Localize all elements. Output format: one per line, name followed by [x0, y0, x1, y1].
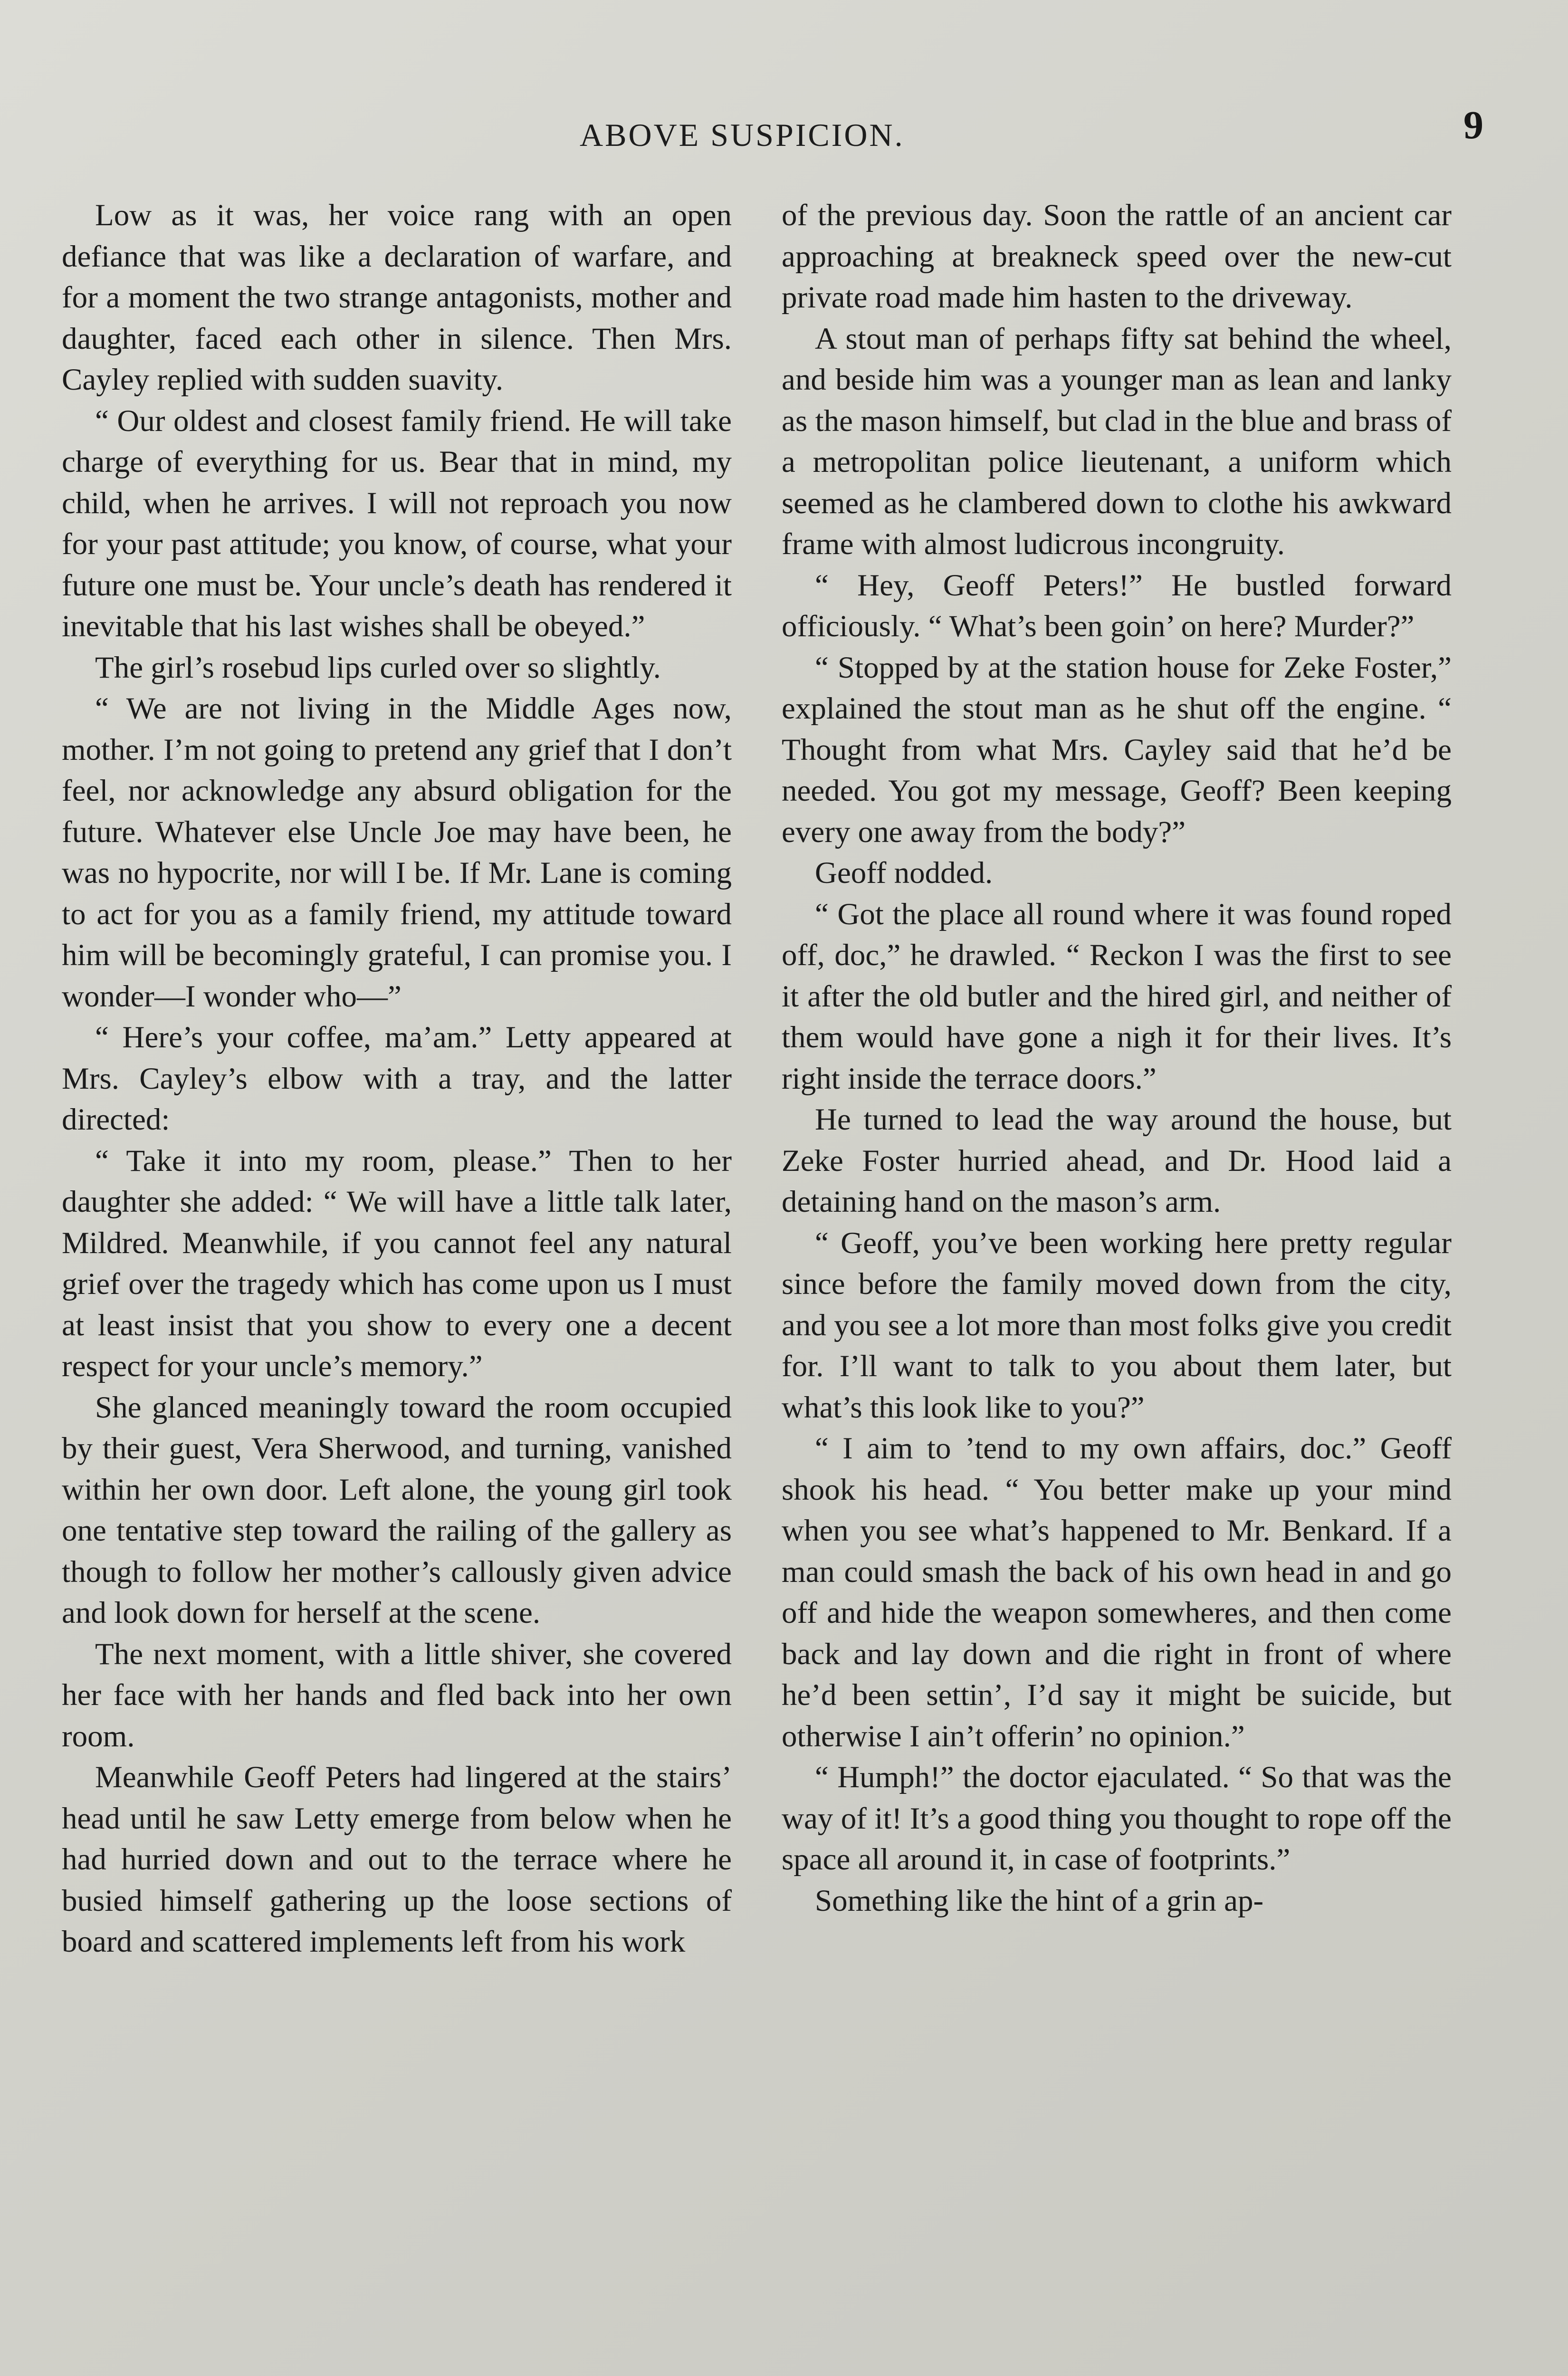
- paragraph: Meanwhile Geoff Peters had lingered at the stairs’ head until he saw Letty emerge from below when he had hurried down and out to the terrace where he busied himself gathering up the loose sections of board and scattered implements left from his work: [62, 1760, 732, 1959]
- paragraph: He turned to lead the way around the house, but Zeke Foster hurried ahead, and Dr. Hood laid a detaining hand on the mason’s arm.: [782, 1102, 1452, 1219]
- right-column: [782, 195, 1452, 1921]
- paragraph: “ Stopped by at the station house for Zeke Foster,” explained the stout man as he shut off the engine. “ Thought from what Mrs. Cayley said that he’d be needed. You got my message, Geoff? Been keeping every one away from the body?”: [782, 650, 1452, 849]
- paragraph: “ Our oldest and closest family friend. He will take charge of everything for us. Bear that in mind, my child, when he arrives. I will not reproach you now for your past attitude; you know, of course, what your future one must be. Your uncle’s death has rendered it inevitable that his last wishes shall be obeyed.”: [62, 403, 732, 643]
- paragraph: The girl’s rosebud lips curled over so slightly.: [95, 650, 661, 685]
- paragraph: “ We are not living in the Middle Ages now, mother. I’m not going to pretend any grief that I don’t feel, nor acknowledge any absurd obligation for the future. Whatever else Uncle Joe may have been, he was no hypocrite, nor will I be. If Mr. Lane is coming to act for you as a family friend, my attitude toward him will be becomingly grateful, I can promise you. I wonder—I wonder who—”: [62, 691, 732, 1014]
- paragraph: The next moment, with a little shiver, she covered her face with her hands and fled back into her own room.: [62, 1637, 732, 1753]
- paragraph-continuation: of the previous day. Soon the rattle of an ancient car approaching at breakneck speed over the new-cut private road made him hasten to the driveway.: [782, 198, 1452, 315]
- paragraph: A stout man of perhaps fifty sat behind the wheel, and beside him was a younger man as lean and lanky as the mason himself, but clad in the blue and brass of a metropolitan police lieutenant, a uniform which seemed as he clambered down to clothe his awkward frame with almost ludicrous incongruity.: [782, 321, 1452, 561]
- running-head: ABOVE SUSPICION.: [580, 117, 905, 153]
- paragraph: “ Here’s your coffee, ma’am.” Letty appeared at Mrs. Cayley’s elbow with a tray, and the latter directed:: [62, 1020, 732, 1137]
- paragraph: “ I aim to ’tend to my own affairs, doc.” Geoff shook his head. “ You better make up your mind when you see what’s happened to Mr. Benkard. If a man could smash the back of his own head in and go off and hide the weapon somewheres, and then come back and lay down and die right in front of where he’d been settin’, I’d say it might be suicide, but otherwise I ain’t offerin’ no opinion.”: [782, 1431, 1452, 1753]
- paragraph: Something like the hint of a grin ap-: [815, 1883, 1264, 1918]
- paragraph: “ Geoff, you’ve been working here pretty regular since before the family moved down from the city, and you see a lot more than most folks give you credit for. I’ll want to talk to you about them later, but what’s this look like to you?”: [782, 1226, 1452, 1425]
- left-column: [62, 195, 732, 1963]
- paragraph: Low as it was, her voice rang with an open defiance that was like a declaration of warfare, and for a moment the two strange antagonists, mother and daughter, faced each other in silence. Then Mrs. Cayley replied with sudden suavity.: [62, 198, 732, 397]
- paragraph: She glanced meaningly toward the room occupied by their guest, Vera Sherwood, and turning, vanished within her own door. Left alone, the young girl took one tentative step toward the railing of the gallery as though to follow her mother’s callously given advice and look down for herself at the scene.: [62, 1390, 732, 1630]
- paragraph: “ Take it into my room, please.” Then to her daughter she added: “ We will have a little talk later, Mildred. Meanwhile, if you cannot feel any natural grief over the tragedy which has come upon us I must at least insist that you show to every one a decent respect for your uncle’s memory.”: [62, 1143, 732, 1383]
- paragraph: Geoff nodded.: [815, 856, 993, 890]
- page-number: 9: [1463, 103, 1483, 147]
- paragraph: “ Humph!” the doctor ejaculated. “ So that was the way of it! It’s a good thing you thought to rope off the space all around it, in case of footprints.”: [782, 1760, 1452, 1877]
- paragraph: “ Hey, Geoff Peters!” He bustled forward officiously. “ What’s been goin’ on here? Murder?”: [782, 568, 1452, 643]
- page-header: [0, 102, 1568, 159]
- paragraph: “ Got the place all round where it was found roped off, doc,” he drawled. “ Reckon I was the first to see it after the old butler and the hired girl, and neither of them would have gone a nigh it for their lives. It’s right inside the terrace doors.”: [782, 897, 1452, 1096]
